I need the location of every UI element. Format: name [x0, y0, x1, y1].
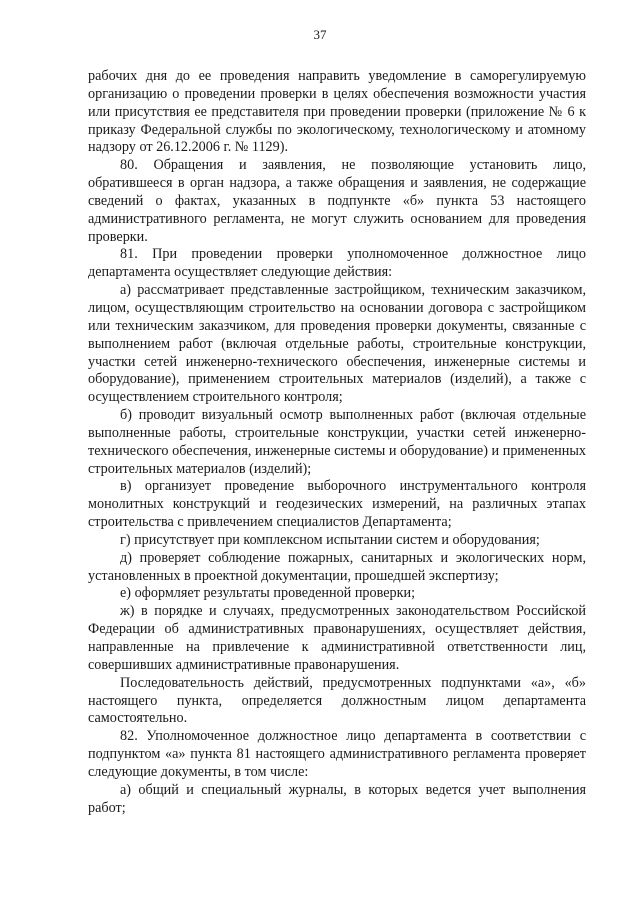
paragraph: в) организует проведение выборочного инструментального контроля монолитных конструкций и геодезических измерений, на различных этапах строительства с привлечением специалистов Департамента; [88, 478, 586, 531]
paragraph: 81. При проведении проверки уполномоченное должностное лицо департамента осуществляет следующие действия: [88, 246, 586, 281]
paragraph: б) проводит визуальный осмотр выполненных работ (включая отдельные выполненные работы, строительные конструкции, участки сетей инженерно-технического обеспечения, инженерные системы и оборудование) и примененных строительных материалов (изделий); [88, 407, 586, 477]
page-number: 37 [313, 27, 327, 42]
paragraph: д) проверяет соблюдение пожарных, санитарных и экологических норм, установленных в проектной документации, прошедшей экспертизу; [88, 549, 586, 584]
paragraph: а) рассматривает представленные застройщиком, техническим заказчиком, лицом, осуществляющим строительство на основании договора с застройщиком или техническим заказчиком, для проведения проверки документы, связанные с выполнением работ (включая отдельные работы, строительные конструкции, участки сетей инженерно-технического обеспечения, инженерные системы и оборудование), применением строительных материалов (изделий), а также с осуществлением строительного контроля; [88, 282, 586, 406]
paragraph: е) оформляет результаты проведенной проверки; [120, 585, 416, 602]
paragraph: а) общий и специальный журналы, в которых ведется учет выполнения работ; [88, 781, 586, 816]
paragraph: ж) в порядке и случаях, предусмотренных законодательством Российской Федерации об административных правонарушениях, осуществляет действия, направленные на привлечение к административной ответственности лиц, совершивших административные правонарушения. [88, 603, 586, 673]
paragraph: 80. Обращения и заявления, не позволяющие установить лицо, обратившееся в орган надзора, а также обращения и заявления, не содержащие сведений о фактах, указанных в подпункте «б» пункта 53 настоящего административного регламента, не могут служить основанием для проведения проверки. [88, 157, 586, 245]
paragraph: рабочих дня до ее проведения направить уведомление в саморегулируемую организацию о проведении проверки в целях обеспечения возможности участия или присутствия ее представителя при проведении проверки (приложение № 6 к приказу Федеральной службы по экологическому, технологическому и атомному надзору от 26.12.2006 г. № 1129). [88, 68, 586, 156]
paragraph: Последовательность действий, предусмотренных подпунктами «а», «б» настоящего пункта, определяется должностным лицом департамента самостоятельно. [88, 674, 586, 727]
paragraph: г) присутствует при комплексном испытании систем и оборудования; [120, 531, 540, 548]
document-body [88, 68, 586, 817]
paragraph: 82. Уполномоченное должностное лицо департамента в соответствии с подпунктом «а» пункта 81 настоящего административного регламента проверяет следующие документы, в том числе: [88, 728, 586, 780]
